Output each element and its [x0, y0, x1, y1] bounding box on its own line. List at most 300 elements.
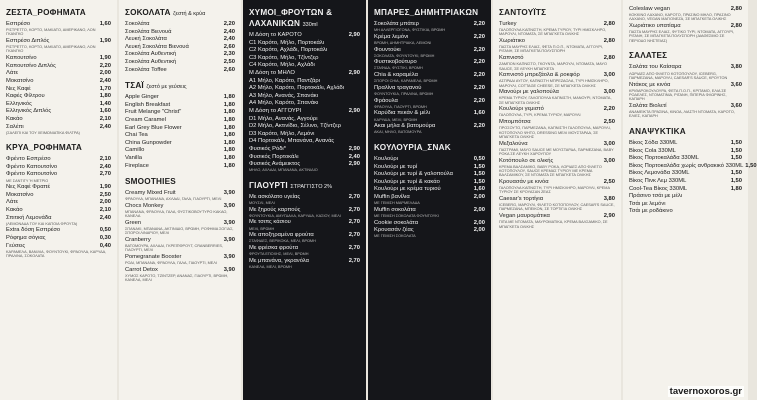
menu-item-name: Χωριάτικο	[499, 38, 525, 45]
soft-drinks-heading: ΑΝΑΨΥΚΤΙΚΑ	[629, 126, 686, 136]
menu-item-price: 1,60	[473, 110, 485, 117]
menu-item-price: 2,40	[223, 36, 235, 43]
menu-item-name: Μοκατσίνο	[6, 77, 34, 84]
menu-item-description: ΠΑΣΤΡΑΜΙ, MAYO SAUCE ΜΕ ΜΟΥΣΤΑΡΔΑ, ΠΑΡΜΕΖΑΝΑ, BABY ΡΟΚΑ ΣΕ ΛΕΥΚΗ ΧΑΡΟΥΠΟΥ	[499, 147, 614, 156]
menu-item-price: 2,10	[99, 207, 111, 214]
menu-item-price: 2,20	[473, 33, 485, 40]
sandwiches-heading: ΣΑΝΤΟΥΪΤΣ	[499, 8, 547, 17]
menu-item-name: A3 Μήλο, Ανανάς, Σπανάκι	[249, 92, 318, 99]
menu-item-price: 2,40	[99, 214, 111, 221]
menu-item	[6, 156, 111, 164]
menu-item-name: Φουντούκι	[374, 46, 401, 53]
menu-item-name: C1 Καρότο, Μήλο, Πορτοκάλι	[249, 39, 324, 46]
menu-item	[374, 156, 485, 164]
menu-item-price: 2,40	[99, 123, 111, 130]
menu-item-name: Φρέντο Καπουτσίνο	[6, 163, 58, 170]
menu-item-description: ΛΩΡΙΔΕΣ ΑΠΟ ΦΙΛΕΤΟ ΚΟΤΟΠΟΥΛΟΥ, ICEBERG, ΠΑΡΜΕΖΑΝΑ, ΜΑΡΟΥΛΙ, CAESAR'S SAUCE, ΚΡΟΥΤΟΝ	[629, 71, 728, 80]
menu-item-description: ΦΟΥΝΤΟΥΚΙΑ, ΑΜΥΓΔΑΛΑ, ΚΑΡΥΔΙΑ, ΚΑΣΙΟΥ, ΜΕΛΙ	[249, 213, 341, 218]
menu-item-price: 1,80	[223, 94, 235, 101]
menu-item-price: 1,80	[730, 185, 742, 192]
menu-item-name: Κοτόπουλο σε ολικής	[499, 157, 554, 164]
menu-item	[6, 116, 111, 124]
menu-item-price: 1,50	[473, 163, 485, 170]
menu-item	[125, 125, 235, 133]
menu-item-name: D3 Καρότο, Μήλο, Λεμόνι	[249, 130, 315, 137]
menu-item-name: Με αποξηραμένα φρούτα	[249, 232, 314, 239]
menu-item-price: 0,40	[99, 242, 111, 249]
menu-item-name: Κουλούρι με τυρί & γαλοπούλα	[374, 171, 453, 178]
menu-item	[6, 78, 111, 86]
menu-item	[249, 108, 360, 116]
menu-item-name: Καπνιστό μπρεζάολα & ροκφόρ	[499, 72, 580, 79]
menu-item-name: Κουλούρι με τυρί	[374, 163, 418, 170]
menu-item-price: 1,80	[223, 162, 235, 169]
menu-item-name: D4 Πορτοκάλι, Μπανάνα, Ανανάς	[249, 138, 335, 145]
menu-item-description: ΓΑΛΟΠΟΥΛΑ, ΤΥΡΙ, ΚΡΕΜΑ ΤΥΡΙΟΥ, ΜΑΡΟΥΛΙ	[499, 113, 581, 118]
snacks-list	[374, 156, 485, 239]
menu-item-name: Λάτε	[6, 70, 19, 77]
menu-item-price: 3,00	[603, 72, 615, 79]
tea-heading: ΤΣΑΪ ζεστό με γεύσεις	[125, 81, 187, 91]
menu-item	[249, 47, 360, 55]
menu-item-name: Caesar's τορτίγια	[499, 196, 544, 203]
menu-item-name: Μ Δόση το ΑΓΓΟΥΡΙ	[249, 107, 302, 114]
menu-item-name: Turkey	[499, 21, 517, 27]
menu-item-price: 0,30	[99, 235, 111, 241]
menu-column-hot-cold-drinks	[0, 0, 117, 400]
menu-item-price: 2,00	[473, 194, 485, 200]
menu-item	[249, 146, 360, 154]
menu-item-description: ΡΙΣΤΡΕΤΤΟ, ΚΟΡΤΟ, ΜΑΚΙΑΤΟ, ΑΜΕΡΙΚΑΝΟ, ΛΟΝ ΓΚΑΝΓΚΟ	[6, 28, 96, 37]
menu-item	[6, 207, 111, 215]
menu-item-name: Βίκος Λεμονάδα 330ML	[629, 170, 690, 177]
menu-item-price: 2,40	[99, 163, 111, 170]
menu-item	[249, 100, 360, 108]
menu-item-price: 3,80	[603, 196, 615, 203]
menu-item-price: 2,70	[348, 193, 360, 200]
menu-item-name: D1 Μήλο, Ανανάς, Αγγούρι	[249, 115, 318, 122]
menu-item-price: 2,70	[348, 257, 360, 264]
menu-column-sandwiches	[493, 0, 621, 400]
hot-drinks-heading: ΖΕΣΤΑ_ΡΟΦΗΜΑΤΑ	[6, 8, 86, 17]
menu-item-price: 2,70	[348, 232, 360, 239]
menu-item-name: Νες Καφέ Φραπέ	[6, 184, 51, 191]
menu-item-description: ΚΡΕΜΑ ΒΑΛΣΑΜΙΚΟ, BABY ΡΟΚΑ, ΛΟΡΙΔΕΣ ΑΠΟ ΦΙΛΕΤΟ ΚΟΤΟΠΟΥΛΟΥ, SAUCE ΚΡΕΜΑΣ ΤΥΡΙΟΥ ΜΕ ΚΡΕΜΑ ΒΑΛΣΑΜΙΚΟΥ, ΣΕ ΝΤΟΜΑΤΑ ΣΕ ΜΠΑΓΚΕΤΑ ΟΛΙΚΗΣ	[499, 164, 602, 178]
menu-item-description: ΚΡΙΘΑΡΟΚΟΥΛΟΥΡΑ, ΦΕΤΑ Π.Ο.Π., ΚΡΙΤΑΜΟ, ΕΛΙΑ ΣΕ ΡΟΔΕΛΕΣ, ΝΤΟΜΑΤΙΝΙΑ, ΡΙΓΑΝΗ, ΠΙΠΕΡΙΑ ΦΛΩΡΙΝΗΣ, ΚΑΠΑΡΗ	[629, 88, 727, 102]
menu-item-name: Cookie σοκολάτα	[374, 219, 419, 226]
menu-item	[249, 116, 360, 124]
menu-item-description: ICEBERG, ΜΑΡΟΥΛΙ, ΦΙΛΕΤΟ ΚΟΤΟΠΟΥΛΟΥ, CAESAR'S SAUCE, ΠΑΡΜΕΖΑΝΑ, ΜΠΕΙΚΟΝ, ΣΕ ΤΟΡΤΙΓΙΑ ΟΛΙΚΗΣ	[499, 203, 615, 212]
menu-item-name: Ρόφημα σόγιας	[6, 235, 46, 241]
menu-item-description: ΚΑΡΥΔΙΑ, ΜΕΛΙ, ΒΡΩΜΗ	[374, 117, 418, 122]
menu-item-name: Εσπρέσο	[6, 21, 31, 27]
menu-column-salads-softdrinks	[623, 0, 757, 400]
menu-item-description: (ΣΑΛΕΠΙ ΚΑΙ ΤΟΥ ΧΕΙΜΩΝΙΑΤΙΚΑ ΦΙΛΤΡΑ)	[6, 130, 80, 135]
menu-item	[629, 186, 742, 194]
menu-item	[125, 21, 235, 29]
menu-item-name: Χωριάτικο υπατίαμα	[629, 23, 681, 30]
menu-item-price: 2,40	[223, 28, 235, 35]
menu-item-name: Μεξαλούνα	[499, 140, 528, 147]
menu-item	[249, 123, 360, 131]
menu-item-price: 2,80	[603, 38, 615, 45]
cereal-bars-list	[374, 21, 485, 135]
tea-list	[125, 94, 235, 170]
menu-item-description: ΑΚΑΙ, ΜΗΛΟ, ΒΑΤΟΜΟΥΡΑ	[374, 130, 422, 135]
menu-item	[374, 186, 485, 194]
menu-item-name: A4 Μήλο, Καρότο, Σπανάκι	[249, 100, 319, 107]
menu-item-price: 2,80	[730, 6, 742, 12]
juices-heading: ΧΥΜΟΙ_ΦΡΟΥΤΩΝ &	[249, 8, 333, 17]
menu-item-name: Βίκος Πινκ Λεμ 330ML	[629, 177, 687, 184]
menu-item-description: ΜΕ ΓΕΜΙΣΗ ΣΟΚΟΛΑΤΑ	[374, 234, 416, 239]
menu-item-name: Apple Ginger	[125, 94, 159, 101]
menu-item-price: 1,80	[223, 154, 235, 161]
menu-item-description: ΡΟΔΙ, ΜΠΑΝΑΝΑ, ΦΡΑΟΥΛΑ, ΓΑΛΑ, ΓΙΑΟΥΡΤΙ, ΜΕΛΙ	[125, 261, 217, 266]
menu-item-description: ΠΡΟΣΟΥΤΟ, ΠΑΡΜΕΖΑΝΑ, ΚΑΠΝΙΣΤΗ ΓΑΛΟΠΟΥΛΑ, ΜΑΡΟΥΛΙ, ΚΟΤΟΠΟΥΛΟ ΨΗΤΟ, DRESSING ΜΕΛΙ ΜΟΥΣΤΑΡΔΑ, ΣΕ ΜΠΑΓΚΕΤΑ ΟΛΙΚΗΣ	[499, 126, 611, 139]
menu-item-name: Φυστικοβούτυρο	[374, 59, 417, 66]
menu-item-name: Κρουασάν με κινόα	[499, 179, 549, 185]
menu-item-price: 3,00	[603, 157, 615, 164]
menu-item-name: Κουλούρι με κρέμα τυριού	[374, 186, 441, 193]
menu-item-price: 2,20	[603, 106, 615, 113]
menu-item	[249, 32, 360, 40]
menu-item	[249, 138, 360, 146]
menu-item-name: Σοκολάτα	[125, 21, 150, 27]
cold-drinks-list	[6, 156, 111, 258]
menu-item-description: ΧΥΜΟΣ ΚΑΡΟΤΟ, ΤΖΙΝΤΖΕΡ, ΑΝΑΝΑΣ, ΓΙΑΟΥΡΤΙ, ΒΡΩΜΗ, ΚΑΝΕΛΑ, ΜΕΛΙ	[125, 273, 229, 283]
menu-item-description: ΦΡΟΥΤΑ ΕΠΟΧΗΣ, ΜΕΛΙ, ΒΡΩΜΗ	[249, 252, 309, 257]
menu-item-price: 3,90	[223, 190, 235, 197]
menu-item	[249, 70, 360, 78]
menu-item	[125, 36, 235, 44]
menu-item-price: 2,50	[99, 191, 111, 198]
menu-item-price: 1,80	[223, 116, 235, 123]
menu-item-price: 2,40	[99, 77, 111, 84]
menu-item-price: 2,80	[603, 21, 615, 27]
menu-item-price: 1,70	[99, 85, 111, 92]
menu-item-name: Καπουτσίνο	[6, 55, 37, 62]
menu-item-name: Με φρέσκα φρούτα	[249, 245, 299, 251]
menu-item-name: Καπνιστό	[499, 55, 524, 62]
menu-item-price: 2,80	[730, 23, 742, 30]
menu-item	[629, 178, 742, 186]
menu-item	[125, 117, 235, 125]
menu-item-price: 2,00	[99, 70, 111, 77]
menu-item-name: C3 Καρότο, Μήλο, Τζίντζερ	[249, 54, 319, 61]
menu-item-name: Chia & καραμέλα	[374, 72, 418, 79]
smoothies-heading: SMOOTHIES	[125, 177, 176, 187]
menu-item-price: 2,90	[603, 213, 615, 220]
menu-item-price: 1,80	[223, 139, 235, 146]
menu-item-description: ΦΡΑΟΥΛΑ, ΓΙΑΟΥΡΤΙ, ΒΡΩΜΗ	[374, 104, 427, 109]
menu-item-name: Κουλούρι γεμιστό	[499, 106, 544, 113]
menu-item	[125, 132, 235, 140]
menu-column-juices-yogurt	[243, 0, 366, 400]
menu-item-name: Σοκολάτα Αυθεντική	[125, 51, 177, 58]
menu-item-description: ΚΑΝΕΛΑ, ΜΕΛΙ, ΒΡΩΜΗ	[249, 264, 292, 269]
menu-item-price: 2,20	[473, 21, 485, 27]
menu-item-name: Μοκατσίνο	[6, 191, 34, 198]
menu-item-price: 2,70	[99, 171, 111, 178]
menu-item-description: ΜΟΥΣΛΙ, ΜΕΛΙ	[249, 200, 275, 205]
menu-item	[6, 55, 111, 63]
menu-item-name: Σαλάτα του Καίσαρα	[629, 64, 682, 71]
juices-list	[249, 32, 360, 172]
menu-item-price: 2,50	[603, 179, 615, 185]
menu-item-name: Φράουλα	[374, 97, 398, 104]
hot-drinks-list	[6, 21, 111, 135]
menu-item-price: 2,00	[99, 199, 111, 206]
menu-item-price: 2,00	[473, 206, 485, 213]
menu-item	[125, 67, 235, 75]
menu-item-name: Βίκος Cola 330ML	[629, 147, 676, 154]
menu-item	[6, 184, 111, 192]
menu-item-price: 1,50	[730, 139, 742, 146]
menu-item-description: ΠΑΣΤΑ ΜΑΥΡΗΣ ΕΛΙΑΣ, ΦΥΤΙΚΟ ΤΥΡΙ, ΝΤΟΜΑΤΑ, ΑΓΓΟΥΡΙ, ΡΙΓΑΝΗ, ΣΕ ΜΠΑΓΚΕΤΑ ΠΟΛΥΣΠΟΡΗ (ΔΙΑΘΕΣΙΜΟ ΣΕ ΠΕΡΙΟΔΟ ΝΗΣΤΕΙΑΣ)	[629, 30, 735, 43]
menu-item-name: Σοκολάτα Αυθεντική	[125, 58, 177, 65]
menu-item-name: Με μπανάνα, γκρανόλα	[249, 257, 309, 264]
menu-item-price: 1,80	[223, 132, 235, 139]
menu-item-name: Extra δόση Εσπρέσο	[6, 227, 61, 234]
menu-item-price: 2,20	[473, 72, 485, 79]
menu-item	[6, 192, 111, 200]
menu-item-price: 3,60	[730, 102, 742, 109]
menu-item-price: 1,80	[223, 147, 235, 154]
sandwiches-list	[499, 21, 615, 229]
menu-item-price: 3,90	[223, 219, 235, 226]
menu-item	[125, 59, 235, 67]
menu-item-name: Φυσικός Ρόδι*	[249, 145, 286, 152]
menu-item-description: ΜΕ ΓΕΜΙΣΗ ΜΑΡΜΕΛΑΔΑ	[374, 201, 420, 206]
menu-item-name: Ακαι μήλα & βατομούρα	[374, 123, 436, 130]
menu-item-name: Vegan μαυρομάτικα	[499, 213, 550, 220]
menu-item-name: Μ Δόση το ΚΑΡΟΤΟ	[249, 32, 302, 38]
menu-item	[125, 140, 235, 148]
menu-item-price: 2,20	[223, 21, 235, 27]
menu-item-price: 1,60	[473, 186, 485, 193]
menu-item-price: 2,10	[99, 156, 111, 163]
yogurt-heading: ΓΙΑΟΥΡΤΙ ΣΤΡΑΓΓΙΣΤΟ 2%	[249, 180, 333, 190]
menu-item-name: Fruit Melange "Christ"	[125, 109, 182, 116]
menu-item-name: Κουλούρι	[374, 156, 398, 163]
menu-item-name: Ντάκος με κινόα	[629, 81, 671, 88]
menu-item-name: Κακάο	[6, 207, 23, 214]
menu-item-price: 2,00	[473, 227, 485, 234]
menu-item-description: ΣΟΚΟΛΑΤΑ, ΦΟΥΝΤΟΥΚΙ, ΒΡΩΜΗ	[374, 53, 435, 58]
menu-item-name: Τσάι με ροδάκινο	[629, 208, 673, 215]
menu-item-name: Καφές Φίλτρου	[6, 93, 45, 100]
menu-item-price: 2,90	[348, 69, 360, 76]
menu-item-name: Σπιτική Λεμονάδα	[6, 214, 52, 221]
soft-drinks-list	[629, 139, 757, 216]
menu-item-name: Camillo	[125, 147, 145, 154]
menu-item-description: ΓΑΛΟΠΟΥΛΑ ΚΑΠΝΙΣΤΗ, ΚΡΕΜΑ ΤΥΡΙΟΥ, ΤΥΡΙ ΗΜΙΣΚΛΗΡΟ, ΜΑΡΟΥΛΙ, ΝΤΟΜΑΤΑ, ΣΕ ΜΠΑΓΚΕΤΑ ΟΛΙΚΗΣ	[499, 28, 607, 37]
menu-item-name: Creamy Mixed Fruit	[125, 190, 176, 197]
menu-item-price: 1,60	[99, 21, 111, 27]
menu-item	[125, 155, 235, 163]
menu-item-description: ΜΕΛΙ, ΒΡΩΜΗ	[249, 226, 275, 231]
menu-item-description: ΑΝΑΜΕΙΚΤΑ ΠΡΑΣΙΝΑ, ΚΙΝΟΑ, ΛΙΑΣΤΗ ΝΤΟΜΑΤΑ, ΚΑΡΟΤΟ, ΕΛΙΕΣ, ΚΑΠΑΡΗ	[629, 110, 735, 119]
menu-item-price: 2,20	[473, 46, 485, 53]
menu-item-description: ΠΑΣΤΑ ΜΑΥΡΗΣ ΕΛΙΑΣ, ΦΕΤΑ Π.Ο.Π., ΝΤΟΜΑΤΑ, ΑΓΓΟΥΡΙ, ΡΙΓΑΝΗ, ΣΕ ΜΠΑΓΚΕΤΑ ΠΟΛΥΣΠΟΡΗ	[499, 45, 604, 54]
menu-item-price: 1,50	[730, 177, 742, 184]
menu-item	[6, 235, 111, 243]
menu-item-price: 1,90	[99, 184, 111, 191]
menu-item-name: Πραλίνα τραγανού	[374, 84, 422, 91]
menu-item-price: 2,70	[348, 206, 360, 213]
menu-item	[125, 147, 235, 155]
menu-item-description: ΣΠΑΝΑΚΙ, ΜΠΑΝΑΝΑ, ΑΚΤΙΝΙΔΙΟ, ΒΡΩΜΗ, ΡΟΦΗΜΑ ΣΟΓΙΑΣ, ΣΠΟΡΟΙ ΛΙΝΑΡΙΟΥ, ΜΕΛΙ	[125, 227, 234, 236]
menu-item-price: 2,70	[348, 219, 360, 226]
menu-item-price: 2,80	[603, 55, 615, 62]
salads-heading: ΣΑΛΑΤΕΣ	[629, 51, 668, 61]
menu-item-description: ΑΣΠΡΑΔΙ ΑΥΓΟΥ, ΚΑΠΝΙΣΤΗ ΜΠΡΕΖΑΟΛΑ, ΤΥΡΙ ΗΜΙΣΚΛΗΡΟ, ΜΑΡΟΥΛΙ, COTTAGE CHEESE, ΣΕ ΜΠΑΓΚΕΤΑ ΟΛΙΚΗΣ	[499, 79, 609, 88]
menu-item-name: Muffin σοκολάτα	[374, 206, 416, 213]
menu-item-description: ΜΠΑΝΑΝΑ, ΦΡΑΟΥΛΑ, ΓΑΛΑ, ΦΥΣΤΙΚΟΒΟΥΤΥΡΟ ΚΑΚΑΟ, ΚΑΝΕΛΑ	[125, 209, 228, 219]
menu-item-name: C4 Καρότο, Μήλο, Αχλάδι	[249, 62, 315, 69]
menu-item-price: 2,20	[473, 59, 485, 66]
snacks-heading: ΚΟΥΛΟΥΡΙΑ_ΣΝΑΚ	[374, 143, 451, 153]
menu-item-name: Cranberry	[125, 237, 151, 244]
menu-item-price: 2,90	[348, 32, 360, 38]
menu-item-price: 3,00	[603, 89, 615, 96]
menu-item-description: ΚΑΡΑΜΕΛΑ, ΒΑΝΙΛΙΑ, ΦΟΥΝΤΟΥΚΙ, ΦΡΑΟΥΛΑ, ΚΑΡΥΔΑ, ΠΡΑΛΙΝΑ, ΣΟΚΟΛΑΤΑ	[6, 249, 107, 258]
menu-item-name: Κρουασάν ζέας	[374, 227, 414, 234]
menu-item-price: 2,20	[473, 97, 485, 104]
menu-item	[629, 193, 742, 201]
menu-item-description: ΜΕ ΓΕΜΙΣΗ ΣΟΚΟΛΑΤΑ ΦΟΥΝΤΟΥΚΙ	[374, 213, 439, 218]
menu-item-description: ΜΗΛΟ, ΑΧΛΑΔΙ, ΜΠΑΝΑΝΑ, ΑΚΤΙΝΙΔΙΟ	[249, 168, 318, 173]
menu-item-name: Green	[125, 219, 142, 226]
menu-item-name: Ελληνικός	[6, 100, 32, 107]
menu-item-description: ΣΤΑΦΙΔΕΣ, ΒΕΡΙΚΟΚΑ, ΜΕΛΙ, ΒΡΩΜΗ	[249, 239, 316, 244]
menu-item-description: ΜΗ ΑΛΛΕΡΓΙΟΓΟΝΑ, ΦΥΣΤΙΚΙΑ, ΒΡΩΜΗ	[374, 28, 446, 33]
menu-item-price: 1,90	[99, 55, 111, 62]
menu-item-name: Βίκος Πορτοκαλάδα χωρίς ανθρακικό 330ML	[629, 162, 744, 169]
menu-item-name: Λευκή Σοκολάτα Βιενουά	[125, 43, 189, 50]
menu-item-description: ΠΙΤΑ ΜΕ ΝΤΟΜΑΤΑ, ΜΑΥΡΟΜΑΤΙΚΑ, ΚΡΕΜΑ ΒΑΛΣΑΜΙΚΟ, ΣΕ ΜΠΑΓΚΕΤΑ ΟΛΙΚΗΣ	[499, 220, 608, 229]
juices-heading-line2: ΛΑΧΑΝΙΚΩΝ 330ml	[249, 19, 318, 28]
menu-item-name: Chai Tea	[125, 132, 148, 139]
menu-item-price: 1,50	[473, 171, 485, 178]
menu-item	[249, 154, 360, 162]
menu-item-description: ΜΕ ΣΑΝΤΙΓΥ Ή ΜΕΤΡΙΟ	[6, 178, 49, 183]
menu-item	[629, 208, 742, 216]
menu-item-description: ΦΟΥΝΤΟΥΚΙΑ, ΠΡΑΛΙΝΑ, ΒΡΩΜΗ	[374, 92, 434, 96]
menu-item	[374, 164, 485, 172]
menu-item-name: Earl Grey Blue Flower	[125, 124, 182, 131]
menu-item-name: C2 Καρότο, Αχλάδι, Πορτοκάλι	[249, 47, 328, 54]
menu-item	[125, 109, 235, 117]
menu-item-name: Σοκολάτα μπάτερ	[374, 21, 419, 27]
menu-item-name: Φυσικός Ανάμεικτος	[249, 161, 301, 168]
menu-item	[6, 70, 111, 78]
menu-item-price: 1,50	[730, 170, 742, 177]
menu-item	[125, 163, 235, 171]
menu-column-bars-snacks	[368, 0, 491, 400]
menu-item-name: Φρέντο Καπουτσίνο	[6, 171, 58, 178]
menu-item-name: Μπομπότσα	[499, 119, 531, 126]
menu-item-price: 2,20	[99, 62, 111, 69]
menu-item-name: Μ Δόση το ΜΗΛΟ	[249, 69, 295, 76]
menu-item-price: 1,40	[99, 100, 111, 107]
menu-item-name: D2 Μήλο, Ακτινίδιο, Σέλινο, Τζίντζερ	[249, 123, 342, 130]
watermark: tavernoxoros.gr	[669, 386, 742, 397]
menu-item-price: 2,90	[348, 161, 360, 168]
menu-item-price: 2,40	[348, 153, 360, 160]
menu-item-price: 3,60	[730, 81, 742, 88]
menu-item-price: 1,80	[223, 124, 235, 131]
menu-item	[125, 102, 235, 110]
menu-item-name: Carrot Detox	[125, 266, 158, 273]
menu-item-price: 1,90	[99, 38, 111, 45]
menu-item-price: 2,90	[348, 145, 360, 152]
menu-item-name: Καπουτσίνο Διπλός	[6, 62, 56, 69]
menu-item-name: Λάτε	[6, 199, 19, 206]
menu-item-name: Λευκή Σοκολάτα	[125, 36, 167, 43]
yogurt-list	[249, 194, 360, 269]
menu-item-name: Fireplace	[125, 162, 149, 169]
menu-item-name: Κουλούρι με τυρί & κακάο	[374, 178, 440, 185]
menu-item-description: (ΛΕΜΟΝΑΔΑ ΤΟΥ ΚΑΙ ΚΑΠΟΙΑ ΦΡΟΥΤΑ)	[6, 221, 78, 226]
chocolate-list	[125, 21, 235, 74]
menu-item-name: Κρέμα λεμόνι	[374, 33, 409, 40]
menu-item-name: Φρέντο Εσπρέσο	[6, 156, 51, 163]
menu-item-name: Φυσικός Πορτοκάλι	[249, 153, 299, 160]
menu-item-name: Muffin βανίλια	[374, 194, 410, 200]
menu-item-name: A1 Μήλο, Καρότο, Παντζάρι	[249, 77, 320, 84]
menu-item-name: Με τσιπς κάσιου	[249, 219, 291, 226]
menu-item-price: 3,90	[223, 266, 235, 273]
menu-item	[6, 93, 111, 101]
menu-item-price: 2,50	[603, 119, 615, 126]
menu-item-description: ΚΡΕΜΑ ΤΥΡΙΟΥ, ΓΑΛΟΠΟΥΛΑ ΚΑΠΝΙΣΤΗ, ΜΑΝΟΥΡΙ, ΝΤΟΜΑΤΑ, ΣΕ ΜΠΑΓΚΕΤΑ ΟΛΙΚΗΣ	[499, 96, 612, 105]
menu-item-name: Βίκος Πορτοκαλάδα 330ML	[629, 155, 699, 162]
menu-item-name: Κακάο	[6, 115, 23, 122]
menu-item-name: Ελληνικός Διπλός	[6, 108, 52, 115]
menu-item	[6, 108, 111, 116]
menu-item-price: 2,60	[223, 43, 235, 50]
menu-item-name: Μανούρι με γαλοπούλα	[499, 89, 559, 96]
menu-item-description: ΓΑΛΟΠΟΥΛΑ ΚΑΠΝΙΣΤΗ, ΤΥΡΙ ΗΜΙΣΚΛΗΡΟ, ΜΑΡΟΥΛΙ, ΚΡΕΜΑ ΤΥΡΙΟΥ ΣΕ ΚΡΟΥΑΣΑΝ ΖΕΑΣ	[499, 186, 610, 195]
chocolate-heading: ΣΟΚΟΛΑΤΑ ζεστή & κρύα	[125, 8, 206, 17]
menu-item	[6, 199, 111, 207]
menu-item-description: ΦΡΑΟΥΛΑ, ΜΠΑΝΑΝΑ, ΑΧΛΑΔΙ, ΓΑΛΑ, ΓΙΑΟΥΡΤΙ, ΜΕΛΙ	[125, 197, 222, 202]
menu-column-chocolate-tea-smoothies	[119, 0, 241, 400]
menu-item	[125, 94, 235, 102]
menu-item-price: 2,20	[473, 123, 485, 130]
menu-item-price: 3,90	[223, 254, 235, 261]
menu-item-price: 0,50	[473, 156, 485, 163]
menu-item-price: 2,00	[473, 219, 485, 226]
salads-list	[629, 64, 742, 118]
menu-item	[249, 85, 360, 93]
menu-item-description: ΒΡΩΜΗ, ΔΗΜΗΤΡΙΑΚΑ, ΛΕΜΟΝΙ	[374, 40, 432, 45]
menu-item-name: Πράσινο τσάι με μέλι	[629, 193, 683, 200]
menu-item-name: Τσάι με λεμόνι	[629, 200, 666, 207]
menu-item-name: Chocs Monkey	[125, 202, 164, 209]
menu-item-description: ΣΤΑΦΙΔΑ, ΦΥΣΤΙΚΙ, ΒΡΩΜΗ	[374, 66, 423, 71]
menu-item-name: Vanilla	[125, 154, 142, 161]
cereal-bars-heading: ΜΠΑΡΕΣ_ΔΗΜΗΤΡΙΑΚΩΝ	[374, 8, 479, 17]
menu-item-price: 2,90	[348, 107, 360, 114]
menu-item-name: Σοκολάτα Toffee	[125, 66, 167, 73]
menu-item-price: 2,10	[99, 115, 111, 122]
menu-item-price: 1,80	[223, 101, 235, 108]
menu-item-price: 1,50	[473, 178, 485, 185]
menu-item-name: Νες Καφέ	[6, 85, 31, 92]
